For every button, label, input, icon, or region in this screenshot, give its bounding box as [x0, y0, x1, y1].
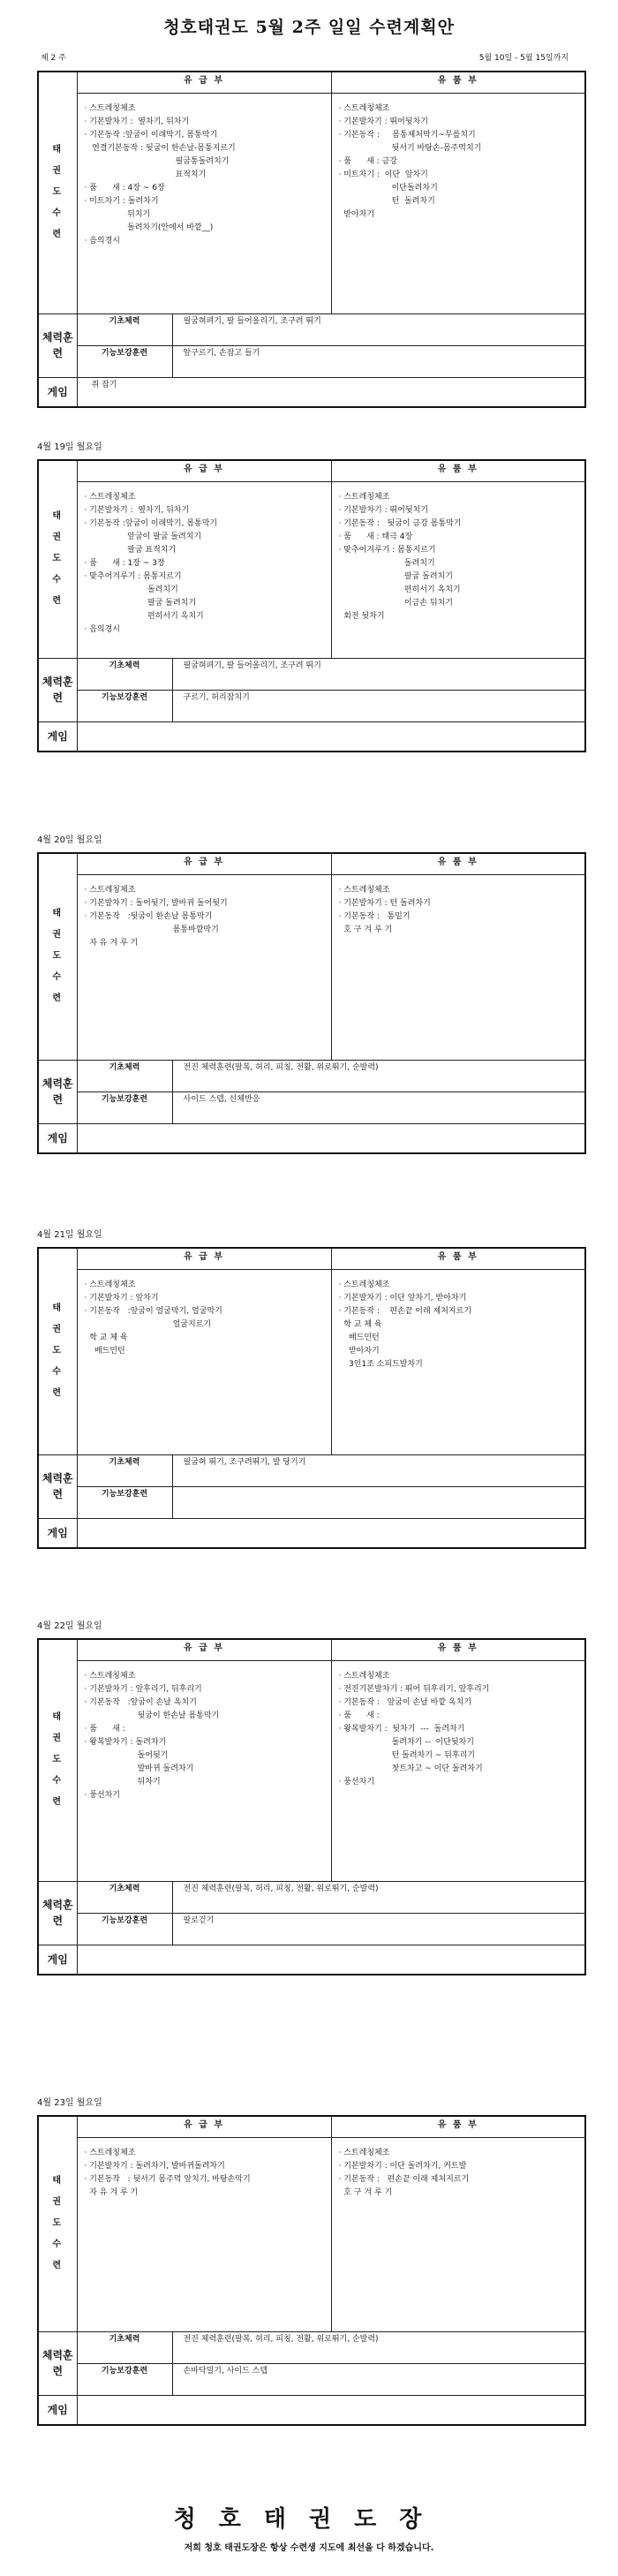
plan-line: · 스트레칭체조 [84, 492, 136, 502]
play-value [77, 1945, 585, 1975]
day-plan [37, 71, 584, 408]
plan-line: · 풍선차기 [338, 1777, 375, 1787]
side-label-fitness [38, 1881, 77, 1945]
day-label: 4월 21일 월요일 [37, 1230, 102, 1240]
side-char: 권 [52, 1325, 64, 1335]
plan-line: · 기본발차기 : 이단 앞차기, 받아차기 [338, 1293, 467, 1303]
plan-line: 편히서기 옥치기 [338, 585, 461, 594]
side-char: 체력 [41, 2349, 64, 2361]
side-char: 수 [52, 575, 64, 585]
function-value: 앞구르기, 손잡고 들기 [172, 345, 585, 377]
plan-line: · 기본동작 :앞굽이 얼굴막기, 얼굴막기 [84, 1306, 222, 1316]
column-header-left: 유 급 부 [77, 2116, 331, 2137]
side-char: 련 [52, 2261, 64, 2271]
plan-line: 돌려차기(안에서 바깥__) [84, 223, 214, 232]
function-value: 사이드 스텝, 신체반응 [172, 1092, 585, 1123]
plan-line: · 스트레칭체조 [84, 2148, 136, 2157]
side-char: 련 [52, 993, 64, 1004]
plan-line: · 기본동작 : 편손끝 이래 제처지르기 [338, 1306, 472, 1316]
plan-line: · 기본발차기 : 이단 돌려차기, 커트발 [338, 2161, 467, 2171]
plan-line: · 미트차기 : 이단 앞차기 [338, 170, 428, 179]
plan-line: · 전진기본발차기 : 뛰어 뒤후리기, 앞후리기 [338, 1684, 490, 1694]
page-title: 청호태권도 5월 2주 일일 수련계획안 [163, 18, 455, 37]
side-char: 체력 [41, 331, 64, 344]
plan-line: 뒷서기 바탕손-몸주먹치기 [338, 143, 482, 153]
plan-line: · 기본동작 : 편손끝 이래 제처지르기 [338, 2174, 470, 2184]
plan-line: · 품 새 : 1장 ~ 3장 [84, 558, 165, 568]
plan-line: · 스트레칭체조 [338, 2148, 390, 2157]
function-value: 팔로걷기 [172, 1913, 585, 1945]
fitness-value: 필굽혀펴기, 팔 들어올리기, 조구려 뛰기 [172, 314, 585, 345]
side-label-fitness [38, 1454, 77, 1518]
side-char: 훈련 [52, 1077, 73, 1106]
day-label: 4월 23일 월요일 [37, 2098, 102, 2108]
side-char: 련 [52, 230, 64, 240]
plan-line: 팔굽 돌려치기 [84, 598, 197, 608]
plan-line: 3인1조 소피드발차기 [338, 1359, 423, 1369]
side-char: 권 [52, 166, 64, 177]
side-char: 태 [52, 1303, 64, 1314]
plan-line: · 스트레칭체조 [84, 885, 136, 895]
column-header-left: 유 급 부 [77, 1248, 331, 1269]
day-plan [37, 2097, 584, 2426]
column-header-left: 유 급 부 [77, 72, 331, 93]
side-label-play: 게임 [38, 1123, 77, 1153]
week-label: 제 2 주 [41, 54, 66, 63]
plan-line: · 맞추어겨루기 : 몸통지르기 [84, 571, 182, 581]
side-label-play: 게임 [38, 2395, 77, 2425]
plan-line: 자 유 겨 루 기 [84, 2187, 139, 2197]
left-plan-cell [77, 2137, 331, 2331]
left-plan-cell [77, 1269, 331, 1454]
play-value [77, 1518, 585, 1548]
plan-line: · 스트레칭체조 [338, 492, 390, 502]
plan-line: · 음의경시 [84, 624, 120, 634]
plan-line: 턴 돌려차기 ~ 뒤후리기 [338, 1750, 475, 1760]
side-char: 수 [52, 208, 64, 219]
plan-line: 호 구 겨 루 기 [338, 925, 393, 934]
plan-line: 자 유 겨 루 기 [84, 938, 139, 948]
plan-line: 호 구 겨 루 기 [338, 2187, 393, 2197]
column-header-right: 유 품 부 [331, 1639, 585, 1660]
plan-line: 돌려치기 [84, 585, 178, 594]
right-plan-cell [331, 1269, 585, 1454]
fitness-value: 전진 체력훈련(팔복, 허리, 피칭, 전활, 위로뛰기, 순발력) [172, 1881, 585, 1913]
plan-line: 받아차기 [338, 1346, 380, 1356]
side-label-play: 게임 [38, 1518, 77, 1548]
plan-line: · 품 새 : 4장 ~ 6장 [84, 183, 165, 193]
side-label-main [38, 853, 77, 1060]
right-plan-cell [331, 2137, 585, 2331]
side-label-main [38, 2116, 77, 2331]
right-plan-cell [331, 481, 585, 658]
plan-line: 이금손 뒤치기 [338, 598, 453, 608]
side-char: 련 [52, 596, 64, 607]
plan-line: 얼굴지르기 [84, 1319, 212, 1329]
fitness-value: 전진 체력훈련(팔복, 허리, 피칭, 전활, 위로뛰기, 순발력) [172, 2331, 585, 2363]
side-char: 수 [52, 972, 64, 983]
play-value: 쥐 잡기 [77, 377, 585, 407]
day-plan [37, 1229, 584, 1549]
plan-table [37, 1247, 586, 1549]
plan-line: 앞굽이 팔굽 돌려치기 [84, 532, 202, 541]
plan-line: · 기본발차기 : 돌어뒷기, 발바뀌 돌어뒷기 [84, 898, 228, 908]
side-char: 권 [52, 930, 64, 941]
function-value: 구르기, 허리잡치기 [172, 690, 585, 721]
function-label: 기능보강훈련 [77, 1486, 172, 1518]
plan-line: 뒤치기 [84, 209, 151, 219]
side-label-fitness [38, 658, 77, 721]
side-char: 체력 [41, 1472, 64, 1484]
right-plan-cell [331, 1660, 585, 1881]
side-char: 권 [52, 1734, 64, 1744]
plan-line: 편히서기 옥치기 [84, 611, 204, 621]
side-label-main [38, 1639, 77, 1881]
plan-line: · 스트레칭체조 [338, 1671, 390, 1681]
column-header-right: 유 품 부 [331, 1248, 585, 1269]
column-header-left: 유 급 부 [77, 853, 331, 874]
side-char: 도 [52, 554, 64, 564]
plan-line: 학 교 체 육 [338, 1319, 382, 1329]
plan-line: · 스트레칭체조 [338, 103, 390, 113]
plan-line: · 기본동작 : 통밑기 [338, 911, 411, 921]
plan-line: 돌려치기 [338, 558, 435, 568]
plan-line: · 기본동작 : 뒷굽이 금강 몸통막기 [338, 518, 462, 528]
plan-line: · 기본발차기 : 앞후리기, 뒤후리기 [84, 1684, 202, 1694]
function-label: 기능보강훈련 [77, 1913, 172, 1945]
plan-line: · 기본발차기 : 앞차기 [84, 1293, 159, 1303]
side-label-fitness [38, 314, 77, 377]
side-char: 권 [52, 533, 64, 543]
side-char: 체력 [41, 1077, 64, 1090]
column-header-left: 유 급 부 [77, 1639, 331, 1660]
plan-line: · 기본동작 : 몸통제처막기~무릎치기 [338, 130, 476, 140]
side-char: 체력 [41, 676, 64, 688]
function-label: 기능보강훈련 [77, 1092, 172, 1123]
plan-line: · 기본동작 :앞굽이 손날 옥치기 [84, 1697, 197, 1707]
plan-line: · 스트레칭체조 [84, 1671, 136, 1681]
footer-subtitle: 저희 청호 태권도장은 항상 수련생 지도에 최선을 다 하겠습니다. [184, 2543, 434, 2553]
plan-line: 뒷굽이 한손날 몸통막기 [84, 1711, 220, 1720]
column-header-right: 유 품 부 [331, 853, 585, 874]
plan-line: 턴 돌려차기 [338, 196, 435, 206]
side-char: 수 [52, 2240, 64, 2250]
plan-line: · 스트레칭체조 [84, 1280, 136, 1289]
fitness-label: 기초체력 [77, 1060, 172, 1092]
column-header-left: 유 급 부 [77, 460, 331, 481]
plan-line: · 음의경시 [84, 236, 120, 246]
fitness-label: 기초체력 [77, 658, 172, 690]
fitness-label: 기초체력 [77, 1454, 172, 1486]
plan-line: 연결기본동작 : 뒷굽이 한손날-몸통지르기 [84, 143, 236, 153]
play-value [77, 2395, 585, 2425]
plan-table [37, 71, 586, 408]
plan-line: · 품 새 : [84, 1724, 125, 1734]
plan-line: · 기본동작 : 앞굽이 손날 바깥 옥치기 [338, 1697, 472, 1707]
plan-line: 배드민턴 [338, 1333, 380, 1342]
side-label-fitness [38, 1060, 77, 1123]
column-header-right: 유 품 부 [331, 460, 585, 481]
plan-line: 찻트차고 ~ 이단 돌려차기 [338, 1764, 483, 1773]
plan-line: · 기본발차기 : 돌려차기, 발바뀌돌려차기 [84, 2161, 225, 2171]
side-label-play: 게임 [38, 1945, 77, 1975]
fitness-label: 기초체력 [77, 314, 172, 345]
plan-line: · 왕복발차기 : 뒷차기 --- 돌려차기 [338, 1724, 465, 1734]
side-char: 권 [52, 2197, 64, 2208]
plan-line: · 스트레칭체조 [84, 103, 136, 113]
column-header-right: 유 품 부 [331, 2116, 585, 2137]
function-value [172, 1486, 585, 1518]
side-char: 훈련 [52, 1472, 73, 1500]
play-value [77, 1123, 585, 1153]
column-header-right: 유 품 부 [331, 72, 585, 93]
plan-line: · 기본동작 :앞굽이 이래막기, 몸통막기 [84, 518, 218, 528]
side-char: 태 [52, 145, 64, 155]
left-plan-cell [77, 874, 331, 1060]
function-value: 손바닥밀기, 사이드 스텝 [172, 2363, 585, 2395]
side-char: 태 [52, 511, 64, 522]
plan-line: · 맞추어겨루기 : 몸통지르기 [338, 545, 436, 555]
plan-line: · 기본발차기 : 뛰어뒷차기 [338, 117, 428, 126]
right-plan-cell [331, 874, 585, 1060]
side-char: 련 [52, 1797, 64, 1808]
plan-line: · 품 새 : [338, 1711, 380, 1720]
plan-line: · 품 새 : 태극 4장 [338, 532, 413, 541]
side-label-play: 게임 [38, 377, 77, 407]
fitness-label: 기초체력 [77, 1881, 172, 1913]
side-label-main [38, 1248, 77, 1454]
plan-line: · 왕복발차기 : 돌려차기 [84, 1737, 167, 1747]
side-char: 련 [52, 1388, 64, 1399]
plan-line: 표적치기 [84, 170, 207, 179]
plan-line: · 품 새 : 금강 [338, 156, 397, 166]
function-label: 기능보강훈련 [77, 345, 172, 377]
plan-line: 돌려차기 -- 이단뒷차기 [338, 1737, 474, 1747]
plan-table [37, 459, 586, 752]
side-char: 훈련 [52, 676, 73, 704]
plan-line: · 기본발차기 : 옆차기, 뒤차기 [84, 117, 190, 126]
plan-table [37, 1638, 586, 1975]
day-plan [37, 442, 584, 752]
side-char: 도 [52, 187, 64, 198]
side-char: 태 [52, 2176, 64, 2187]
side-char: 수 [52, 1367, 64, 1378]
side-char: 수 [52, 1776, 64, 1787]
side-char: 훈련 [52, 331, 73, 359]
side-char: 태 [52, 1712, 64, 1723]
period-label: 5월 10일 - 5월 15일까지 [479, 54, 569, 63]
plan-line: 받아차기 [338, 209, 375, 219]
footer-title: 청호태권도장 [173, 2506, 445, 2533]
side-label-main [38, 460, 77, 658]
day-label: 4월 20일 월요일 [37, 835, 102, 845]
day-label: 4월 19일 월요일 [37, 442, 102, 452]
side-char: 도 [52, 1346, 64, 1356]
side-label-main [38, 72, 77, 314]
plan-line: · 스트레칭체조 [338, 1280, 390, 1289]
side-label-play: 게임 [38, 721, 77, 752]
plan-line: 돌어뒷기 [84, 1750, 169, 1760]
day-plan [37, 1620, 584, 1975]
plan-line: 팔굽 돌려치기 [338, 571, 453, 581]
plan-line: · 스트레칭체조 [338, 885, 390, 895]
plan-line: 학 교 체 육 [84, 1333, 128, 1342]
fitness-value: 필굽혀펴기, 팔 들어올리기, 조구려 뛰기 [172, 658, 585, 690]
side-char: 체력 [41, 1899, 64, 1911]
plan-line: 이단돌려차기 [338, 183, 438, 193]
plan-line: · 기본동작 :앞굽이 이래막기, 몸통막기 [84, 130, 218, 140]
side-char: 도 [52, 951, 64, 962]
plan-line: 회전 뒷차기 [338, 611, 385, 621]
side-char: 훈련 [52, 1899, 73, 1927]
day-plan [37, 835, 584, 1154]
plan-line: · 기본동작 : 뒷서기 몸주먹 앞치기, 바탕손막기 [84, 2174, 251, 2184]
plan-line: 팔굽 표적치기 [84, 545, 177, 555]
plan-line: 발바뀌 돌려차기 [84, 1764, 194, 1773]
plan-line: · 풍선차기 [84, 1790, 120, 1800]
plan-table [37, 2115, 586, 2426]
plan-table [37, 852, 586, 1154]
plan-line: 뒤차기 [84, 1777, 161, 1787]
function-label: 기능보강훈련 [77, 2363, 172, 2395]
side-char: 도 [52, 1755, 64, 1765]
right-plan-cell [331, 93, 585, 314]
plan-line: · 미트차기 : 돌려차기 [84, 196, 159, 206]
left-plan-cell [77, 1660, 331, 1881]
plan-line: · 기본발차기 : 턴 돌려차기 [338, 898, 431, 908]
play-value [77, 721, 585, 752]
plan-line: 배드민턴 [84, 1346, 125, 1356]
plan-line: · 기본동작 :뒷굽이 한손날 몸통막기 [84, 911, 213, 921]
day-label: 4월 22일 월요일 [37, 1621, 102, 1631]
plan-line: 필굽통돌려치기 [84, 156, 230, 166]
fitness-value: 필굽혀 뛰기, 조구려뛰기, 발 당기기 [172, 1454, 585, 1486]
side-char: 태 [52, 909, 64, 919]
left-plan-cell [77, 93, 331, 314]
left-plan-cell [77, 481, 331, 658]
side-label-fitness [38, 2331, 77, 2395]
plan-line: · 기본발차기 : 옆차기, 뒤차기 [84, 505, 190, 515]
plan-line: 몸통바깥막기 [84, 925, 219, 934]
plan-line: · 기본발차기 : 뛰어뒷치기 [338, 505, 428, 515]
function-label: 기능보강훈련 [77, 690, 172, 721]
fitness-value: 전진 체력훈련(팔복, 허리, 피칭, 전활, 위로뛰기, 순발력) [172, 1060, 585, 1092]
fitness-label: 기초체력 [77, 2331, 172, 2363]
side-char: 훈련 [52, 2349, 73, 2377]
side-char: 도 [52, 2218, 64, 2229]
